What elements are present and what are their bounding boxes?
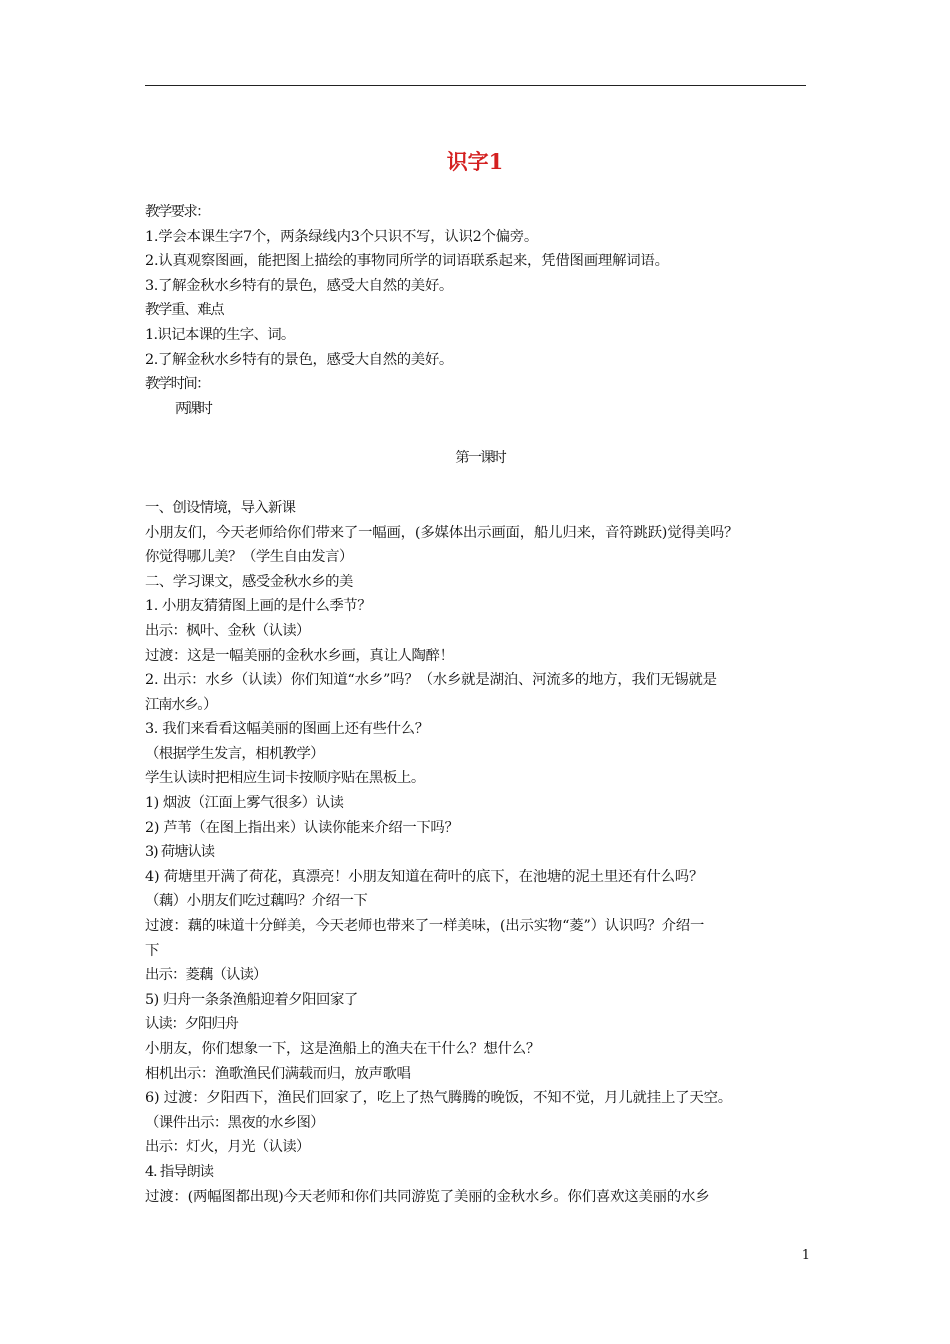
- body-line: 过渡：这是一幅美丽的金秋水乡画，真让人陶醉！: [145, 647, 454, 664]
- body-line: （根据学生发言，相机教学）: [145, 745, 325, 762]
- section-heading-key-points: 教学重、难点: [145, 302, 224, 319]
- body-line: 小朋友们，今天老师给你们带来了一幅画，(多媒体出示画面，船儿归来，音符跳跃)觉得美吗？: [145, 524, 739, 541]
- body-line: 5) 归舟一条条渔船迎着夕阳回家了: [145, 991, 358, 1008]
- requirement-item: 2.认真观察图画，能把图上描绘的事物同所学的词语联系起来，凭借图画理解词语。: [145, 253, 669, 270]
- body-line: 1) 烟波（江面上雾气很多）认读: [145, 795, 344, 812]
- lesson-heading: 第一课时: [455, 450, 505, 467]
- body-line: 2) 芦苇（在图上指出来）认读你能来介绍一下吗？: [145, 819, 459, 836]
- body-line: 出示：菱藕（认读）: [145, 967, 267, 984]
- key-point-item: 1.识记本课的生字、词。: [145, 326, 295, 343]
- document-title: 识字1: [446, 149, 504, 174]
- requirement-item: 3.了解金秋水乡特有的景色，感受大自然的美好。: [145, 277, 453, 294]
- body-line: 下: [145, 942, 152, 959]
- section-heading-requirements: 教学要求：: [145, 204, 209, 220]
- header-rule: [145, 85, 806, 86]
- body-line: 你觉得哪儿美？（学生自由发言）: [145, 549, 353, 566]
- body-line: （课件出示：黑夜的水乡图）: [145, 1114, 325, 1131]
- body-line: 出示：灯火，月光（认读）: [145, 1139, 310, 1156]
- body-line: 3. 我们来看看这幅美丽的图画上还有些什么？: [145, 721, 429, 738]
- section-heading-time: 教学时间：: [145, 376, 209, 393]
- document-body: [145, 200, 815, 1209]
- body-line: 认读：夕阳归舟: [145, 1016, 238, 1033]
- body-line: （藕）小朋友们吃过藕吗？介绍一下: [145, 893, 368, 910]
- body-line: 1. 小朋友猜猜图上画的是什么季节？: [145, 598, 372, 615]
- body-line: 6) 过渡：夕阳西下，渔民们回家了，吃上了热气腾腾的晚饭，不知不觉，月儿就挂上了天空。: [145, 1090, 732, 1107]
- body-line: 3) 荷塘认读: [145, 844, 214, 861]
- body-line: 二、学习课文，感受金秋水乡的美: [145, 573, 353, 590]
- key-point-item: 2.了解金秋水乡特有的景色，感受大自然的美好。: [145, 351, 453, 368]
- body-line: 小朋友，你们想象一下，这是渔船上的渔夫在干什么？想什么？: [145, 1041, 540, 1057]
- body-line: 4) 荷塘里开满了荷花，真漂亮！小朋友知道在荷叶的底下，在池塘的泥土里还有什么吗？: [145, 868, 704, 885]
- body-line: 一、创设情境，导入新课: [145, 499, 296, 516]
- body-line: 学生认读时把相应生词卡按顺序贴在黑板上。: [145, 770, 425, 787]
- body-line: 江南水乡。）: [145, 696, 217, 713]
- body-line: 4. 指导朗读: [145, 1163, 213, 1180]
- page-number: 1: [801, 1248, 810, 1263]
- requirement-item: 1.学会本课生字7个，两条绿线内3个只识不写，认识2个偏旁。: [145, 228, 538, 245]
- body-line: 过渡：藕的味道十分鲜美，今天老师也带来了一样美味，(出示实物“菱”）认识吗？介绍一: [145, 918, 705, 935]
- body-line: 过渡：(两幅图都出现)今天老师和你们共同游览了美丽的金秋水乡。你们喜欢这美丽的水乡: [145, 1188, 710, 1205]
- body-line: 出示：枫叶、金秋（认读）: [145, 622, 310, 639]
- body-line: 相机出示：渔歌渔民们满载而归，放声歌唱: [145, 1065, 411, 1082]
- body-line: 2. 出示：水乡（认读）你们知道“水乡”吗？（水乡就是湖泊、河流多的地方，我们无锡就是: [145, 672, 717, 689]
- time-value: 两课时: [175, 400, 211, 417]
